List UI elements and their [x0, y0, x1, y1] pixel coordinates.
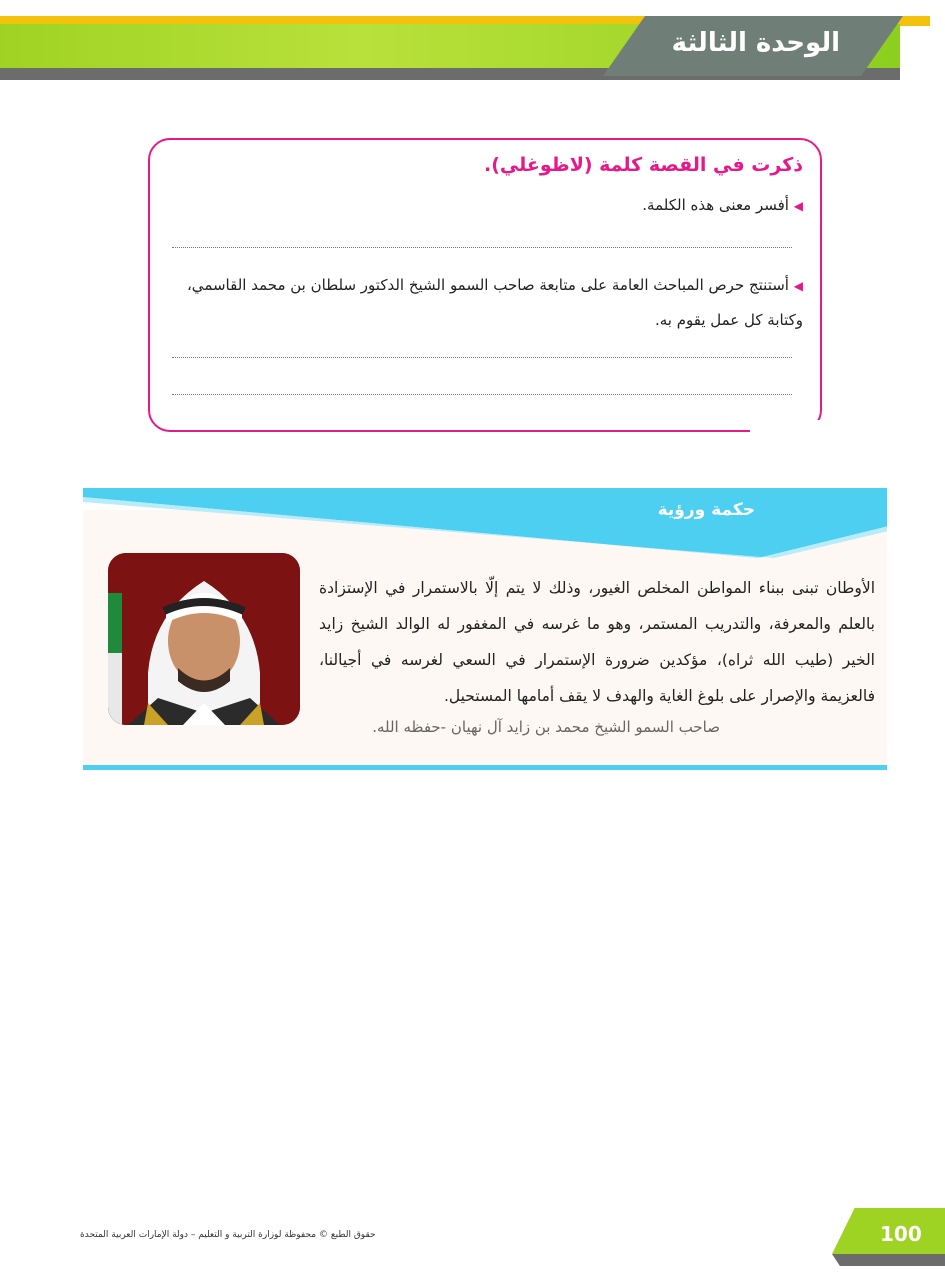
copyright-text: حقوق الطبع © محفوظة لوزارة التربية و التعليم – دولة الإمارات العربية المتحدة: [80, 1230, 376, 1240]
answer-line-3[interactable]: [172, 394, 792, 395]
question-box-title: ذكرت في القصة كلمة (لاظوغلي).: [484, 154, 803, 176]
unit-title: الوحدة الثالثة: [671, 28, 840, 58]
answer-line-1[interactable]: [172, 247, 792, 248]
portrait-illustration: [108, 553, 300, 725]
question-2: [163, 268, 803, 337]
portrait-image: [108, 553, 300, 725]
wisdom-title: حكمة ورؤية: [657, 500, 755, 520]
answer-line-2[interactable]: [172, 357, 792, 358]
question-2-text: أستنتج حرص المباحث العامة على متابعة صاحب السمو الشيخ الدكتور سلطان بن محمد القاسمي، وكتابة كل عمل يقوم به.: [186, 276, 803, 329]
question-1: [642, 196, 803, 214]
question-box-corner-gap: [750, 420, 830, 434]
wisdom-bottom-line: [83, 765, 887, 770]
wisdom-header-band: [83, 488, 887, 558]
page-number: 100: [880, 1222, 922, 1246]
page-number-underline: [832, 1254, 945, 1266]
wisdom-citation: صاحب السمو الشيخ محمد بن زايد آل نهيان -حفظه الله.: [372, 718, 720, 736]
triangle-bullet-icon: ◀: [793, 279, 803, 293]
triangle-bullet-icon: ◀: [793, 199, 803, 213]
question-1-text: أفسر معنى هذه الكلمة.: [642, 196, 789, 214]
wisdom-quote: الأوطان تبنى ببناء المواطن المخلص الغيور، وذلك لا يتم إلّا بالاستمرار في الإستزادة بالعلم والمعرفة، والتدريب المستمر، وهو ما غرسه في المغفور له الوالد الشيخ زايد الخير (طيب الله ثراه)، مؤكدين ضرورة الإستمرار في السعي لغرسه في أجيالنا، فالعزيمة والإصرار على بلوغ الغاية والهدف لا يقف أمامها المستحيل.: [319, 579, 875, 705]
